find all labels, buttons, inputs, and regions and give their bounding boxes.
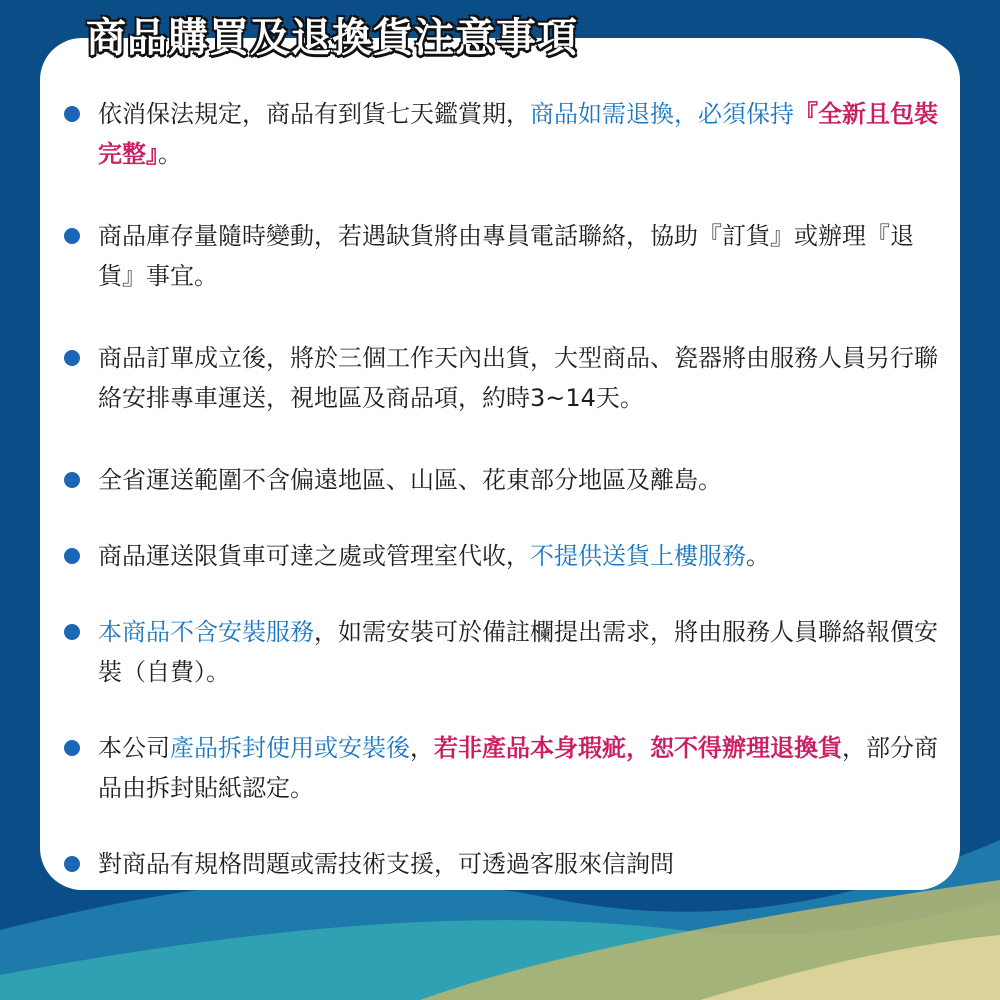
item-text-6: 本商品不含安裝服務，如需安裝可於備註欄提出需求，將由服務人員聯絡報價安裝（自費）。 [98,618,938,686]
item-text-7: 本公司產品拆封使用或安裝後，若非產品本身瑕疵，恕不得辦理退換貨，部分商品由拆封貼紙認定。 [98,734,938,802]
page-title: 商品購買及退換貨注意事項 [86,15,578,61]
list-item [60,536,946,576]
list-item [60,338,946,418]
list-item [60,612,946,692]
item-text-2: 商品庫存量隨時變動，若遇缺貨將由專員電話聯絡，協助『訂貨』或辦理『退貨』事宜。 [98,222,914,290]
item-text-5: 商品運送限貨車可達之處或管理室代收，不提供送貨上樓服務。 [98,542,770,570]
list-item [60,728,946,808]
bullet-icon [64,740,80,756]
item-text-3: 商品訂單成立後，將於三個工作天內出貨，大型商品、瓷器將由服務人員另行聯絡安排專車運送，視地區及商品項，約時3~14天。 [98,344,938,412]
item-text-8: 對商品有規格問題或需技術支援，可透過客服來信詢問 [98,850,674,878]
list-item [60,94,946,174]
notice-list [60,94,946,884]
list-item [60,460,946,500]
bullet-icon [64,624,80,640]
bullet-icon [64,548,80,564]
bullet-icon [64,106,80,122]
list-item [60,216,946,296]
bullet-icon [64,856,80,872]
bullet-icon [64,228,80,244]
item-text-1: 依消保法規定，商品有到貨七天鑑賞期，商品如需退換，必須保持『全新且包裝完整』。 [98,100,938,168]
item-text-4: 全省運送範圍不含偏遠地區、山區、花東部分地區及離島。 [98,466,722,494]
bullet-icon [64,350,80,366]
bullet-icon [64,472,80,488]
list-item [60,844,946,884]
